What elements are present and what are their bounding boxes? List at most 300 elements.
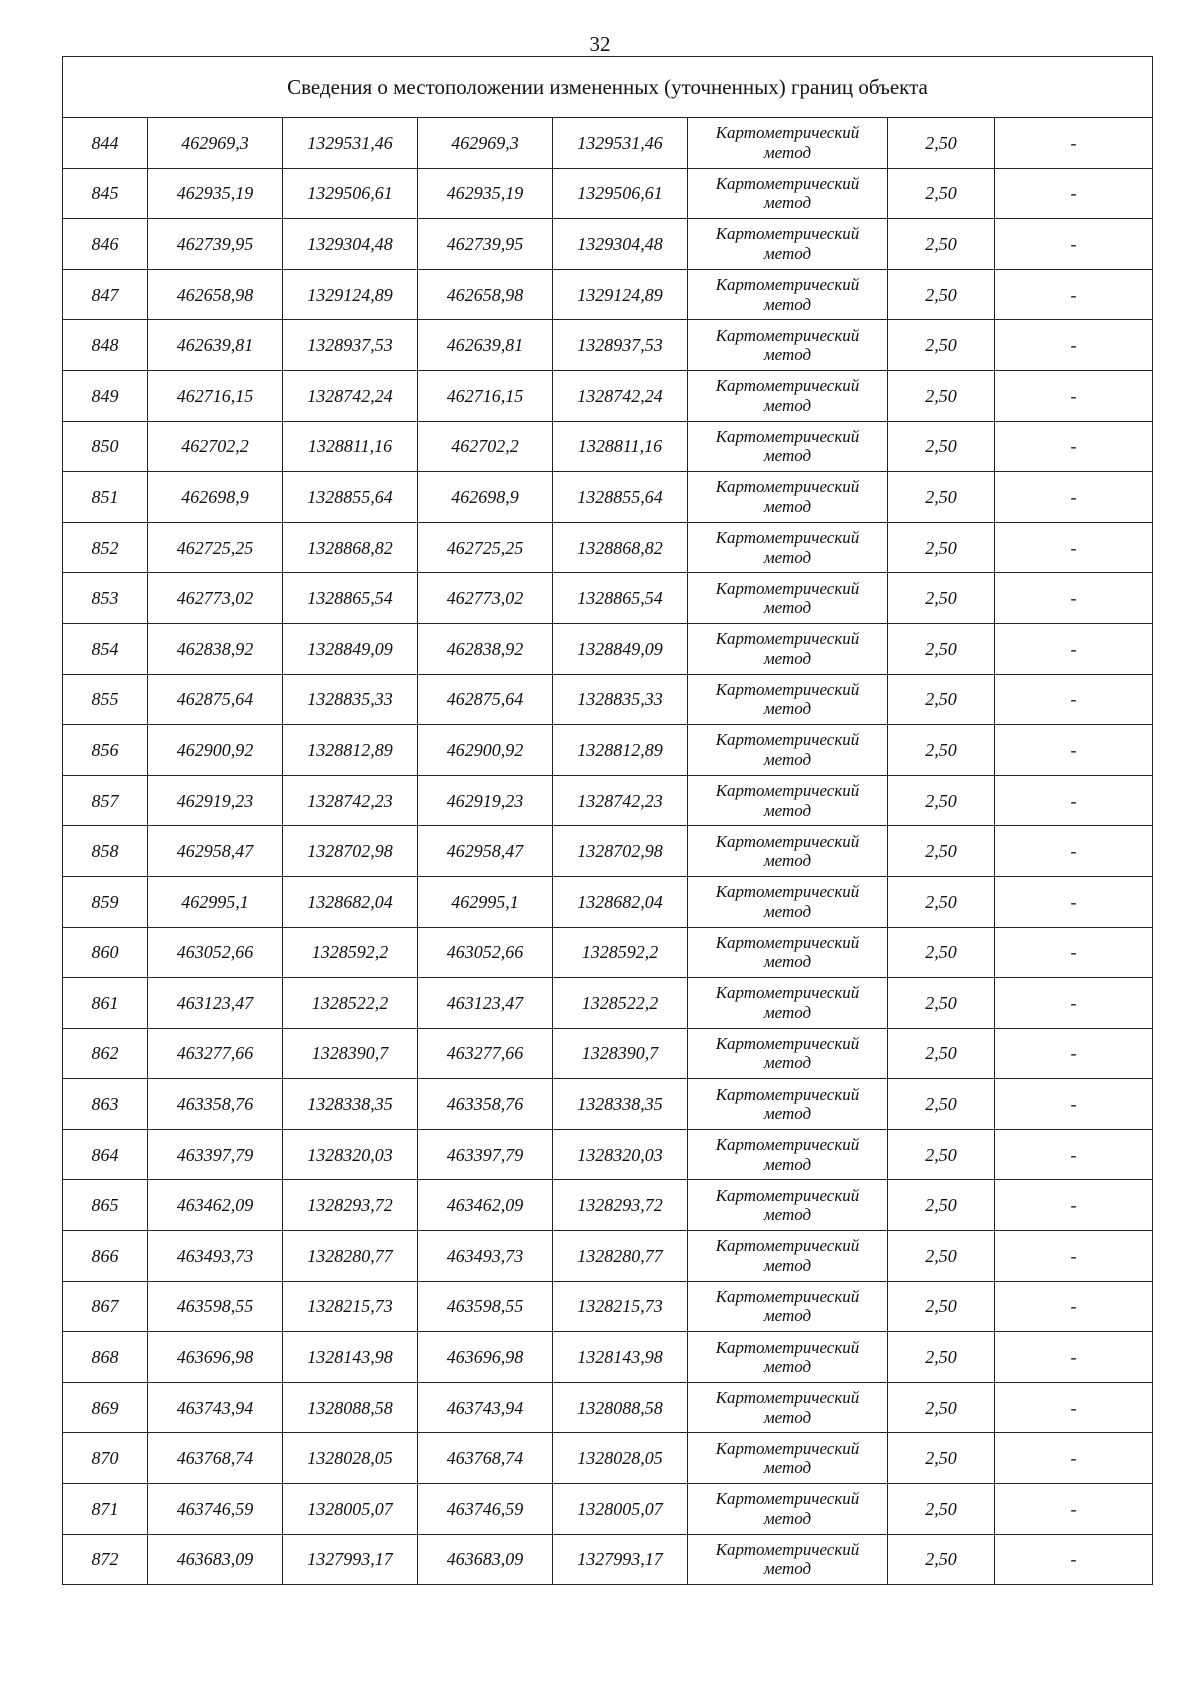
method-line-2: метод [763,1508,812,1528]
point-number-cell: 850 [63,421,148,472]
method-line-2: метод [763,851,812,871]
method-line-2: метод [763,1559,812,1579]
point-number-cell: 848 [63,320,148,371]
method-line-2: метод [763,446,812,466]
accuracy-cell: 2,50 [888,1382,995,1433]
method-line-1: Картометрический [715,780,860,800]
table-row [63,1281,1153,1332]
note-cell: - [995,826,1153,877]
method-line-2: метод [763,1255,812,1275]
y-coordinate-cell: 1328215,73 [283,1281,418,1332]
note-cell: - [995,320,1153,371]
method-cell [688,1281,888,1332]
note-cell: - [995,1028,1153,1079]
y-coordinate-updated-cell: 1328702,98 [553,826,688,877]
method-line-1: Картометрический [715,528,860,547]
x-coordinate-cell: 462639,81 [148,320,283,371]
method-cell [688,1534,888,1585]
method-cell [688,1180,888,1231]
note-cell: - [995,674,1153,725]
y-coordinate-cell: 1328742,24 [283,370,418,421]
x-coordinate-updated-cell: 462935,19 [418,168,553,219]
note-cell: - [995,118,1153,169]
y-coordinate-cell: 1328835,33 [283,674,418,725]
y-coordinate-updated-cell: 1328682,04 [553,876,688,927]
point-number-cell: 853 [63,573,148,624]
y-coordinate-updated-cell: 1328811,16 [553,421,688,472]
y-coordinate-cell: 1328338,35 [283,1079,418,1130]
y-coordinate-cell: 1329304,48 [283,219,418,270]
method-line-1: Картометрический [715,1185,860,1205]
note-cell: - [995,623,1153,674]
x-coordinate-cell: 462838,92 [148,623,283,674]
y-coordinate-updated-cell: 1328005,07 [553,1484,688,1535]
note-cell: - [995,219,1153,270]
x-coordinate-cell: 462919,23 [148,775,283,826]
table-title-row [63,57,1153,118]
y-coordinate-cell: 1328028,05 [283,1433,418,1484]
method-cell [688,370,888,421]
y-coordinate-updated-cell: 1328868,82 [553,522,688,573]
x-coordinate-updated-cell: 463462,09 [418,1180,553,1231]
method-line-1: Картометрический [715,1388,860,1408]
note-cell: - [995,1382,1153,1433]
y-coordinate-updated-cell: 1327993,17 [553,1534,688,1585]
y-coordinate-cell: 1328702,98 [283,826,418,877]
y-coordinate-cell: 1328143,98 [283,1332,418,1383]
note-cell: - [995,522,1153,573]
method-cell [688,674,888,725]
point-number-cell: 872 [63,1534,148,1585]
x-coordinate-updated-cell: 463683,09 [418,1534,553,1585]
y-coordinate-cell: 1328855,64 [283,472,418,523]
x-coordinate-updated-cell: 462739,95 [418,219,553,270]
table-title: Сведения о местоположении измененных (уточненных) границ объекта [63,57,1153,118]
method-line-2: метод [763,648,812,668]
y-coordinate-cell: 1328088,58 [283,1382,418,1433]
accuracy-cell: 2,50 [888,1129,995,1180]
x-coordinate-cell: 462658,98 [148,269,283,320]
method-line-1: Картометрический [715,1236,860,1256]
accuracy-cell: 2,50 [888,927,995,978]
method-line-2: метод [763,345,812,365]
method-cell [688,826,888,877]
point-number-cell: 849 [63,370,148,421]
note-cell: - [995,168,1153,219]
point-number-cell: 846 [63,219,148,270]
y-coordinate-updated-cell: 1328280,77 [553,1231,688,1282]
y-coordinate-cell: 1328592,2 [283,927,418,978]
x-coordinate-updated-cell: 462919,23 [418,775,553,826]
method-cell [688,725,888,776]
accuracy-cell: 2,50 [888,269,995,320]
x-coordinate-updated-cell: 462702,2 [418,421,553,472]
note-cell: - [995,421,1153,472]
point-number-cell: 863 [63,1079,148,1130]
x-coordinate-updated-cell: 462875,64 [418,674,553,725]
note-cell: - [995,573,1153,624]
method-cell [688,168,888,219]
method-line-2: метод [763,1357,812,1377]
method-line-1: Картометрический [715,173,860,193]
x-coordinate-cell: 462716,15 [148,370,283,421]
y-coordinate-updated-cell: 1328855,64 [553,472,688,523]
table-row [63,320,1153,371]
note-cell: - [995,472,1153,523]
point-number-cell: 857 [63,775,148,826]
point-number-cell: 864 [63,1129,148,1180]
method-line-1: Картометрический [715,275,860,295]
accuracy-cell: 2,50 [888,1534,995,1585]
x-coordinate-cell: 462773,02 [148,573,283,624]
table-row [63,1433,1153,1484]
x-coordinate-cell: 462875,64 [148,674,283,725]
accuracy-cell: 2,50 [888,1484,995,1535]
method-line-1: Картометрический [715,1438,860,1458]
y-coordinate-updated-cell: 1328835,33 [553,674,688,725]
y-coordinate-updated-cell: 1328937,53 [553,320,688,371]
method-line-1: Картометрический [715,983,860,1003]
method-cell [688,573,888,624]
point-number-cell: 862 [63,1028,148,1079]
y-coordinate-cell: 1328522,2 [283,978,418,1029]
method-line-2: метод [763,1205,812,1225]
x-coordinate-cell: 463052,66 [148,927,283,978]
note-cell: - [995,269,1153,320]
y-coordinate-cell: 1328293,72 [283,1180,418,1231]
accuracy-cell: 2,50 [888,725,995,776]
method-cell [688,421,888,472]
method-line-2: метод [763,1053,812,1073]
page-number: 32 [589,32,611,56]
x-coordinate-cell: 463462,09 [148,1180,283,1231]
y-coordinate-updated-cell: 1329531,46 [553,118,688,169]
note-cell: - [995,725,1153,776]
x-coordinate-updated-cell: 462716,15 [418,370,553,421]
table-row [63,1028,1153,1079]
y-coordinate-cell: 1329531,46 [283,118,418,169]
method-cell [688,876,888,927]
point-number-cell: 860 [63,927,148,978]
note-cell: - [995,1129,1153,1180]
x-coordinate-cell: 463123,47 [148,978,283,1029]
x-coordinate-cell: 463397,79 [148,1129,283,1180]
table-row [63,118,1153,169]
method-line-1: Картометрический [715,1033,860,1053]
method-cell [688,927,888,978]
x-coordinate-updated-cell: 463493,73 [418,1231,553,1282]
x-coordinate-cell: 463746,59 [148,1484,283,1535]
method-cell [688,623,888,674]
method-line-2: метод [763,243,812,263]
x-coordinate-updated-cell: 462698,9 [418,472,553,523]
table-row [63,1079,1153,1130]
method-line-2: метод [763,193,812,213]
y-coordinate-updated-cell: 1329124,89 [553,269,688,320]
method-line-1: Картометрический [715,1539,860,1559]
method-cell [688,1129,888,1180]
method-cell [688,1231,888,1282]
note-cell: - [995,876,1153,927]
note-cell: - [995,1534,1153,1585]
method-line-2: метод [763,1306,812,1326]
note-cell: - [995,1231,1153,1282]
method-line-1: Картометрический [715,376,860,396]
method-line-2: метод [763,142,812,162]
accuracy-cell: 2,50 [888,623,995,674]
method-cell [688,775,888,826]
table-row [63,1534,1153,1585]
x-coordinate-updated-cell: 462995,1 [418,876,553,927]
method-line-2: метод [763,901,812,921]
method-line-2: метод [763,547,812,567]
x-coordinate-cell: 462702,2 [148,421,283,472]
method-line-1: Картометрический [715,1084,860,1104]
accuracy-cell: 2,50 [888,1028,995,1079]
x-coordinate-updated-cell: 463598,55 [418,1281,553,1332]
table-row [63,370,1153,421]
x-coordinate-updated-cell: 463768,74 [418,1433,553,1484]
accuracy-cell: 2,50 [888,573,995,624]
y-coordinate-cell: 1328865,54 [283,573,418,624]
point-number-cell: 867 [63,1281,148,1332]
y-coordinate-cell: 1328005,07 [283,1484,418,1535]
method-cell [688,472,888,523]
y-coordinate-cell: 1328811,16 [283,421,418,472]
table-row [63,775,1153,826]
point-number-cell: 855 [63,674,148,725]
x-coordinate-cell: 462969,3 [148,118,283,169]
y-coordinate-updated-cell: 1328028,05 [553,1433,688,1484]
point-number-cell: 844 [63,118,148,169]
accuracy-cell: 2,50 [888,978,995,1029]
method-cell [688,522,888,573]
method-cell [688,269,888,320]
point-number-cell: 861 [63,978,148,1029]
point-number-cell: 856 [63,725,148,776]
method-cell [688,118,888,169]
x-coordinate-updated-cell: 462773,02 [418,573,553,624]
accuracy-cell: 2,50 [888,775,995,826]
x-coordinate-updated-cell: 463123,47 [418,978,553,1029]
x-coordinate-cell: 462958,47 [148,826,283,877]
accuracy-cell: 2,50 [888,168,995,219]
note-cell: - [995,775,1153,826]
y-coordinate-updated-cell: 1328320,03 [553,1129,688,1180]
note-cell: - [995,1484,1153,1535]
method-line-2: метод [763,1002,812,1022]
x-coordinate-updated-cell: 462639,81 [418,320,553,371]
method-line-1: Картометрический [715,1489,860,1509]
y-coordinate-cell: 1328742,23 [283,775,418,826]
y-coordinate-cell: 1328682,04 [283,876,418,927]
table-row [63,1231,1153,1282]
accuracy-cell: 2,50 [888,876,995,927]
y-coordinate-cell: 1327993,17 [283,1534,418,1585]
method-line-1: Картометрический [715,1135,860,1155]
x-coordinate-cell: 463683,09 [148,1534,283,1585]
x-coordinate-updated-cell: 462969,3 [418,118,553,169]
table-row [63,1484,1153,1535]
point-number-cell: 847 [63,269,148,320]
x-coordinate-cell: 463358,76 [148,1079,283,1130]
method-line-2: метод [763,749,812,769]
point-number-cell: 865 [63,1180,148,1231]
x-coordinate-cell: 463277,66 [148,1028,283,1079]
y-coordinate-updated-cell: 1328865,54 [553,573,688,624]
y-coordinate-updated-cell: 1328742,23 [553,775,688,826]
x-coordinate-updated-cell: 462838,92 [418,623,553,674]
accuracy-cell: 2,50 [888,1433,995,1484]
accuracy-cell: 2,50 [888,1231,995,1282]
y-coordinate-updated-cell: 1328742,24 [553,370,688,421]
point-number-cell: 870 [63,1433,148,1484]
table-row [63,623,1153,674]
method-line-2: метод [763,1104,812,1124]
x-coordinate-updated-cell: 462658,98 [418,269,553,320]
method-line-1: Картометрический [715,578,860,598]
y-coordinate-cell: 1328937,53 [283,320,418,371]
x-coordinate-cell: 463493,73 [148,1231,283,1282]
x-coordinate-updated-cell: 463052,66 [418,927,553,978]
point-number-cell: 851 [63,472,148,523]
x-coordinate-updated-cell: 462725,25 [418,522,553,573]
table-row [63,978,1153,1029]
method-cell [688,1079,888,1130]
table-row [63,826,1153,877]
accuracy-cell: 2,50 [888,674,995,725]
method-cell [688,978,888,1029]
method-line-2: метод [763,952,812,972]
method-line-2: метод [763,598,812,618]
method-cell [688,219,888,270]
table-row [63,725,1153,776]
y-coordinate-cell: 1328320,03 [283,1129,418,1180]
method-line-1: Картометрический [715,224,860,244]
accuracy-cell: 2,50 [888,472,995,523]
accuracy-cell: 2,50 [888,370,995,421]
x-coordinate-updated-cell: 463696,98 [418,1332,553,1383]
y-coordinate-cell: 1329124,89 [283,269,418,320]
method-line-2: метод [763,1154,812,1174]
table-row [63,421,1153,472]
y-coordinate-updated-cell: 1328390,7 [553,1028,688,1079]
note-cell: - [995,1180,1153,1231]
table-row [63,927,1153,978]
method-line-2: метод [763,1458,812,1478]
note-cell: - [995,370,1153,421]
y-coordinate-cell: 1328849,09 [283,623,418,674]
x-coordinate-cell: 462739,95 [148,219,283,270]
y-coordinate-updated-cell: 1328293,72 [553,1180,688,1231]
method-cell [688,1433,888,1484]
method-line-2: метод [763,395,812,415]
method-cell [688,1332,888,1383]
y-coordinate-cell: 1328812,89 [283,725,418,776]
table-row [63,876,1153,927]
accuracy-cell: 2,50 [888,522,995,573]
accuracy-cell: 2,50 [888,1281,995,1332]
method-cell [688,1382,888,1433]
method-line-2: метод [763,294,812,314]
method-cell [688,320,888,371]
y-coordinate-updated-cell: 1328215,73 [553,1281,688,1332]
method-line-2: метод [763,800,812,820]
point-number-cell: 845 [63,168,148,219]
table-row [63,573,1153,624]
method-line-1: Картометрический [715,629,860,649]
method-line-2: метод [763,496,812,516]
method-line-1: Картометрический [715,1337,860,1357]
x-coordinate-updated-cell: 463277,66 [418,1028,553,1079]
table-row [63,522,1153,573]
method-line-1: Картометрический [715,679,860,699]
note-cell: - [995,978,1153,1029]
accuracy-cell: 2,50 [888,1079,995,1130]
table-row [63,269,1153,320]
note-cell: - [995,1433,1153,1484]
point-number-cell: 852 [63,522,148,573]
point-number-cell: 866 [63,1231,148,1282]
x-coordinate-cell: 462995,1 [148,876,283,927]
method-cell [688,1484,888,1535]
y-coordinate-cell: 1328390,7 [283,1028,418,1079]
point-number-cell: 869 [63,1382,148,1433]
y-coordinate-updated-cell: 1328849,09 [553,623,688,674]
accuracy-cell: 2,50 [888,1332,995,1383]
point-number-cell: 859 [63,876,148,927]
x-coordinate-cell: 463768,74 [148,1433,283,1484]
method-line-1: Картометрический [715,831,860,851]
x-coordinate-cell: 462725,25 [148,522,283,573]
note-cell: - [995,1332,1153,1383]
accuracy-cell: 2,50 [888,118,995,169]
accuracy-cell: 2,50 [888,320,995,371]
table-row [63,472,1153,523]
y-coordinate-updated-cell: 1329304,48 [553,219,688,270]
table-row [63,1129,1153,1180]
table-row [63,1332,1153,1383]
accuracy-cell: 2,50 [888,219,995,270]
method-line-1: Картометрический [715,426,860,446]
method-cell [688,1028,888,1079]
y-coordinate-updated-cell: 1328522,2 [553,978,688,1029]
table-row [63,1382,1153,1433]
table-row [63,674,1153,725]
y-coordinate-updated-cell: 1328143,98 [553,1332,688,1383]
y-coordinate-cell: 1329506,61 [283,168,418,219]
method-line-2: метод [763,699,812,719]
point-number-cell: 868 [63,1332,148,1383]
x-coordinate-updated-cell: 463358,76 [418,1079,553,1130]
method-line-1: Картометрический [715,477,860,497]
accuracy-cell: 2,50 [888,826,995,877]
boundary-coordinates-table [62,56,1153,1585]
method-line-1: Картометрический [715,1286,860,1306]
y-coordinate-updated-cell: 1328338,35 [553,1079,688,1130]
x-coordinate-cell: 463598,55 [148,1281,283,1332]
table-row [63,168,1153,219]
method-line-1: Картометрический [715,730,860,750]
accuracy-cell: 2,50 [888,1180,995,1231]
x-coordinate-cell: 462698,9 [148,472,283,523]
x-coordinate-updated-cell: 463746,59 [418,1484,553,1535]
method-line-1: Картометрический [715,932,860,952]
x-coordinate-updated-cell: 462900,92 [418,725,553,776]
method-line-1: Картометрический [715,123,860,143]
x-coordinate-cell: 463696,98 [148,1332,283,1383]
point-number-cell: 854 [63,623,148,674]
